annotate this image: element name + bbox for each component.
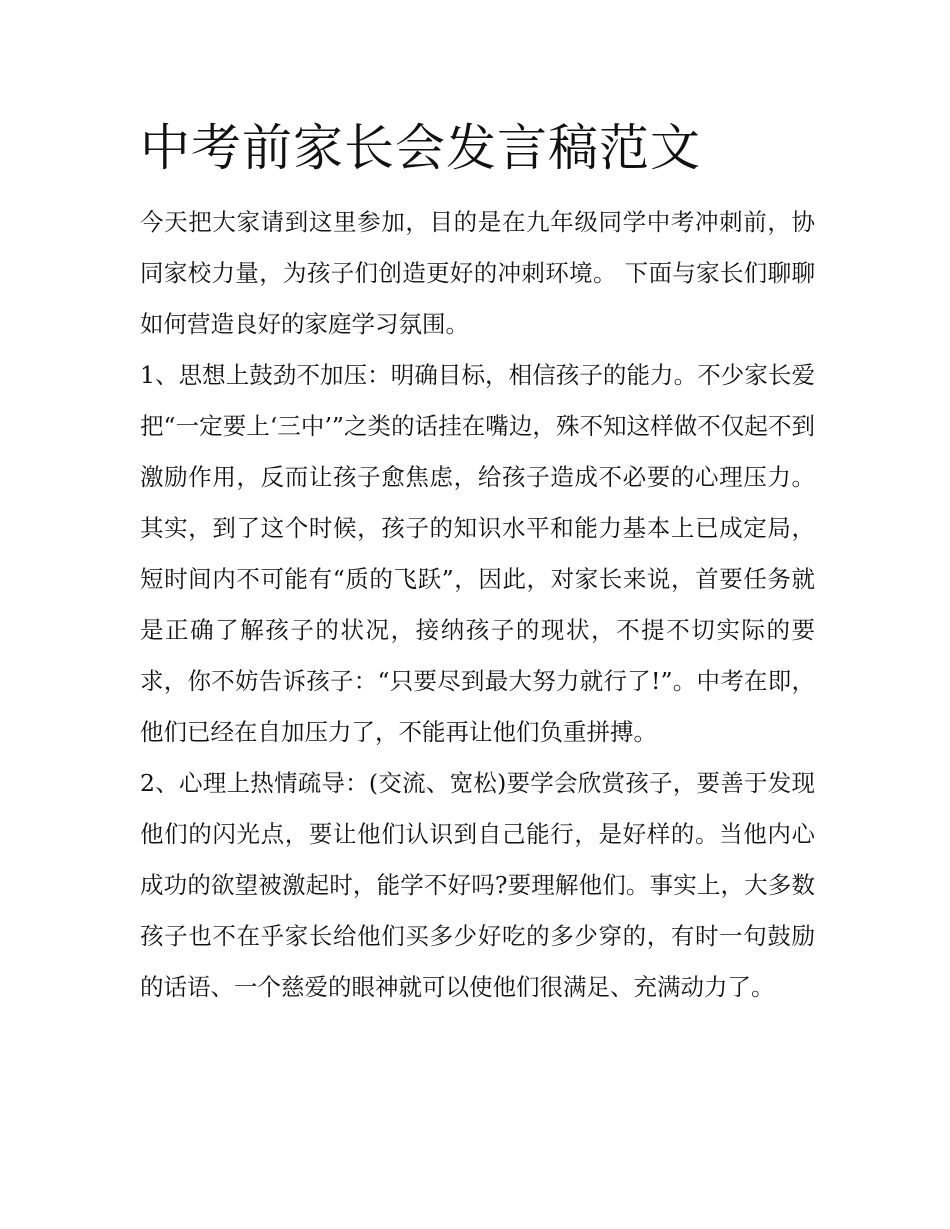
document-title: 中考前家长会发言稿范文 (140, 119, 701, 177)
document-page (140, 0, 815, 1013)
paragraph-intro: 今天把大家请到这里参加，目的是在九年级同学中考冲刺前，协同家校力量，为孩子们创造更好的冲刺环境。 下面与家长们聊聊如何营造良好的家庭学习氛围。 (140, 208, 815, 338)
paragraph-point-1: 1、思想上鼓劲不加压：明确目标，相信孩子的能力。不少家长爱把“一定要上‘三中’”之类的话挂在嘴边，殊不知这样做不仅起不到激励作用，反而让孩子愈焦虑，给孩子造成不必要的心理压力。其实，到了这个时候，孩子的知识水平和能力基本上已成定局，短时间内不可能有“质的飞跃”，因此，对家长来说，首要任务就是正确了解孩子的状况，接纳孩子的现状，不提不切实际的要求，你不妨告诉孩子：“只要尽到最大努力就行了!”。中考在即，他们已经在自加压力了，不能再让他们负重拼搏。 (140, 361, 815, 746)
paragraph-point-2: 2、心理上热情疏导：(交流、宽松)要学会欣赏孩子，要善于发现他们的闪光点，要让他们认识到自己能行，是好样的。当他内心成功的欲望被激起时，能学不好吗?要理解他们。事实上，大多数孩子也不在乎家长给他们买多少好吃的多少穿的，有时一句鼓励的话语、一个慈爱的眼神就可以使他们很满足、充满动力了。 (140, 769, 815, 1001)
